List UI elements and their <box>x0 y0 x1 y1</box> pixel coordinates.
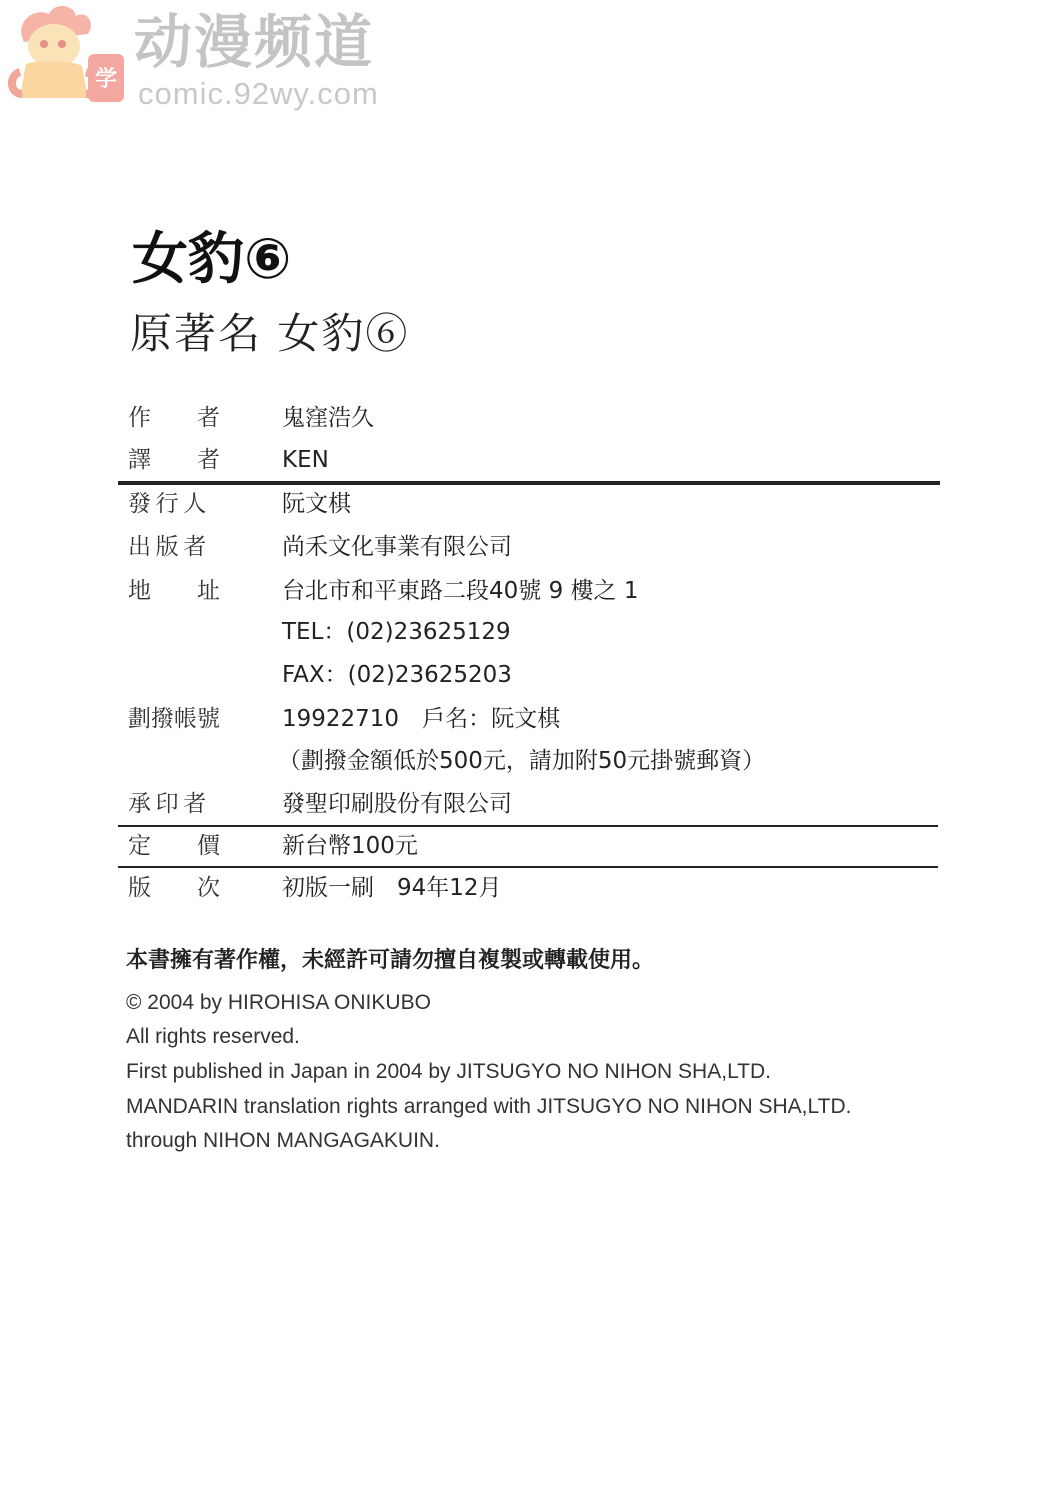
watermark-title: 动漫频道 <box>134 8 375 76</box>
rights-reserved-line: All rights reserved. <box>126 1025 300 1048</box>
original-title: 原著名 女豹⑥ <box>130 309 410 358</box>
price-label: 定 價 <box>128 833 220 859</box>
copyright-line: © 2004 by HIROHISA ONIKUBO <box>126 991 431 1014</box>
publisher-person-label: 發行人 <box>128 491 211 517</box>
divider-thick <box>118 481 940 485</box>
address-value: 台北市和平東路二段40號 9 樓之 1 <box>282 578 639 604</box>
watermark-url: comic.92wy.com <box>138 76 379 111</box>
divider-thin-1 <box>118 825 938 827</box>
divider-thin-2 <box>118 866 938 868</box>
first-published-line: First published in Japan in 2004 by JITSUGYO NO NIHON SHA,LTD. <box>126 1060 772 1083</box>
author-value: 鬼窪浩久 <box>282 405 374 431</box>
copyright-notice: 本書擁有著作權，未經許可請勿擅自複製或轉載使用。 <box>126 948 655 973</box>
through-line: through NIHON MANGAGAKUIN. <box>126 1129 440 1152</box>
translator-label: 譯 者 <box>128 447 220 473</box>
edition-value: 初版一刷 94年12月 <box>282 875 502 901</box>
translator-value: KEN <box>282 447 329 473</box>
account-value: 19922710 戶名：阮文棋 <box>282 706 561 732</box>
fax-value: FAX：(02)23625203 <box>282 662 512 688</box>
publisher-label: 出版者 <box>128 534 211 560</box>
translation-rights-line: MANDARIN translation rights arranged with JITSUGYO NO NIHON SHA,LTD. <box>126 1095 852 1118</box>
publisher-value: 尚禾文化事業有限公司 <box>282 534 512 560</box>
printer-value: 發聖印刷股份有限公司 <box>282 791 512 817</box>
printer-label: 承印者 <box>128 791 211 817</box>
site-watermark <box>4 2 404 112</box>
address-label: 地 址 <box>128 578 220 604</box>
svg-text:学: 学 <box>94 67 118 92</box>
author-label: 作 者 <box>128 405 220 431</box>
account-note-value: （劃撥金額低於500元，請加附50元掛號郵資） <box>278 748 766 774</box>
edition-label: 版 次 <box>128 875 220 901</box>
account-label: 劃撥帳號 <box>128 706 220 732</box>
cartoon-mascot-icon <box>4 2 134 112</box>
publisher-person-value: 阮文棋 <box>282 491 351 517</box>
tel-value: TEL：(02)23625129 <box>282 619 511 645</box>
book-title: 女豹⑥ <box>132 227 292 292</box>
price-value: 新台幣100元 <box>282 833 418 859</box>
